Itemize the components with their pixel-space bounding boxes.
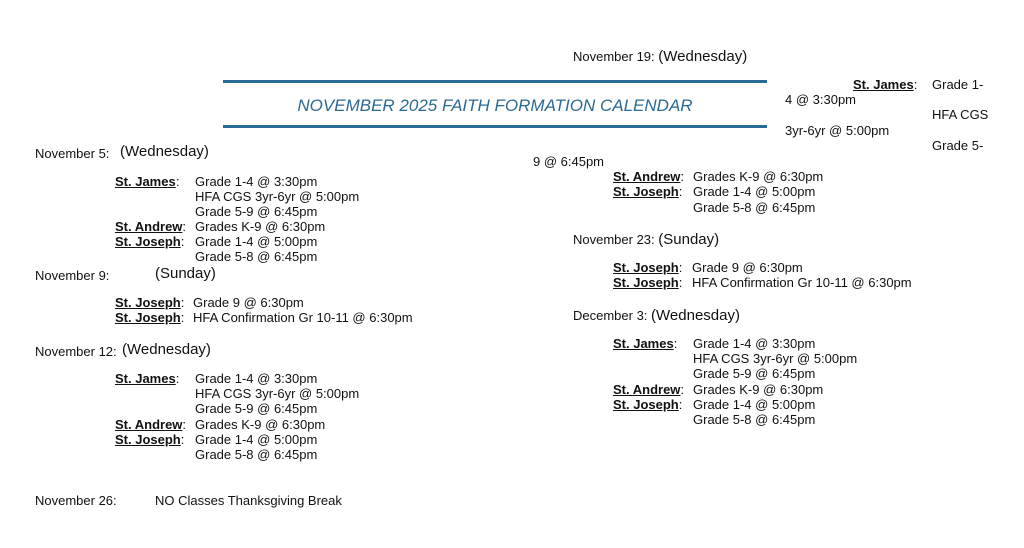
nov19-joseph-2: Grade 5-8 @ 6:45pm [693,200,816,215]
nov12-james-3: Grade 5-9 @ 6:45pm [195,401,318,416]
nov19-james-1a: Grade 1- [932,77,984,92]
nov12-james-1: Grade 1-4 @ 3:30pm [195,371,318,386]
dec3-st-james: St. James: [613,336,678,351]
dec3-day: (Wednesday) [651,307,740,324]
nov9-day: (Sunday) [155,265,216,282]
nov12-day: (Wednesday) [122,341,211,358]
nov19-st-james: St. James: [853,77,918,92]
nov19-day: (Wednesday) [658,48,748,65]
nov5-st-james: St. James [115,174,176,189]
dec3-st-andrew: St. Andrew: [613,382,685,397]
nov19-joseph-1: Grade 1-4 @ 5:00pm [693,184,816,199]
nov19-james-1b: 4 @ 3:30pm [785,92,857,107]
nov9-st-joseph-a: St. Joseph: [115,295,185,310]
nov9-date: November 9: [35,268,110,283]
nov19-st-joseph: St. Joseph: [613,184,683,199]
nov26-note: NO Classes Thanksgiving Break [155,493,342,508]
dec3-james-1: Grade 1-4 @ 3:30pm [693,336,816,351]
dec3-joseph-1: Grade 1-4 @ 5:00pm [693,397,816,412]
nov23-date: November 23: (Sunday) [573,231,720,248]
nov12-date: November 12: [35,344,117,359]
nov9-joseph-1: Grade 9 @ 6:30pm [193,295,304,310]
nov12-james-2: HFA CGS 3yr-6yr @ 5:00pm [195,386,360,401]
nov9-st-joseph-b: St. Joseph: [115,310,185,325]
dec3-james-2: HFA CGS 3yr-6yr @ 5:00pm [693,351,858,366]
nov5-james-3: Grade 5-9 @ 6:45pm [195,204,318,219]
dec3-andrew-1: Grades K-9 @ 6:30pm [693,382,824,397]
nov23-st-joseph-b: St. Joseph: [613,275,683,290]
dec3-date: December 3: (Wednesday) [573,307,740,324]
nov23-joseph-a-1: Grade 9 @ 6:30pm [692,260,803,275]
nov12-st-joseph: St. Joseph: [115,432,185,447]
calendar-title: NOVEMBER 2025 FAITH FORMATION CALENDAR [297,96,693,115]
nov19-andrew-1: Grades K-9 @ 6:30pm [693,169,824,184]
nov12-joseph-1: Grade 1-4 @ 5:00pm [195,432,318,447]
nov19-james-2b: 3yr-6yr @ 5:00pm [785,123,890,138]
calendar-title-banner [223,80,767,128]
nov5-james-1: Grade 1-4 @ 3:30pm [195,174,318,189]
nov23-st-joseph-a: St. Joseph: [613,260,683,275]
nov23-day: (Sunday) [658,231,720,248]
nov19-james-2a: HFA CGS [932,107,989,122]
nov5-st-joseph: St. Joseph: [115,234,185,249]
nov9-joseph-2: HFA Confirmation Gr 10-11 @ 6:30pm [193,310,413,325]
nov5-joseph-1: Grade 1-4 @ 5:00pm [195,234,318,249]
nov19-date: November 19: (Wednesday) [573,48,748,65]
nov19-james-3a: Grade 5- [932,138,984,153]
nov12-st-james: St. James: [115,371,180,386]
nov5-st-andrew: St. Andrew: [115,219,187,234]
dec3-joseph-2: Grade 5-8 @ 6:45pm [693,412,816,427]
nov23-joseph-b-1: HFA Confirmation Gr 10-11 @ 6:30pm [692,275,912,290]
dec3-james-3: Grade 5-9 @ 6:45pm [693,366,816,381]
nov5-joseph-2: Grade 5-8 @ 6:45pm [195,249,318,264]
nov12-st-andrew: St. Andrew: [115,417,187,432]
nov5-day: (Wednesday) [120,143,209,160]
nov5-james-2: HFA CGS 3yr-6yr @ 5:00pm [195,189,360,204]
nov19-james-3b: 9 @ 6:45pm [533,154,605,169]
nov19-st-andrew: St. Andrew: [613,169,685,184]
nov5-date: November 5: [35,146,110,161]
dec3-st-joseph: St. Joseph: [613,397,683,412]
nov5-andrew-1: Grades K-9 @ 6:30pm [195,219,326,234]
nov12-andrew-1: Grades K-9 @ 6:30pm [195,417,326,432]
nov12-joseph-2: Grade 5-8 @ 6:45pm [195,447,318,462]
nov26-date: November 26: [35,493,117,508]
